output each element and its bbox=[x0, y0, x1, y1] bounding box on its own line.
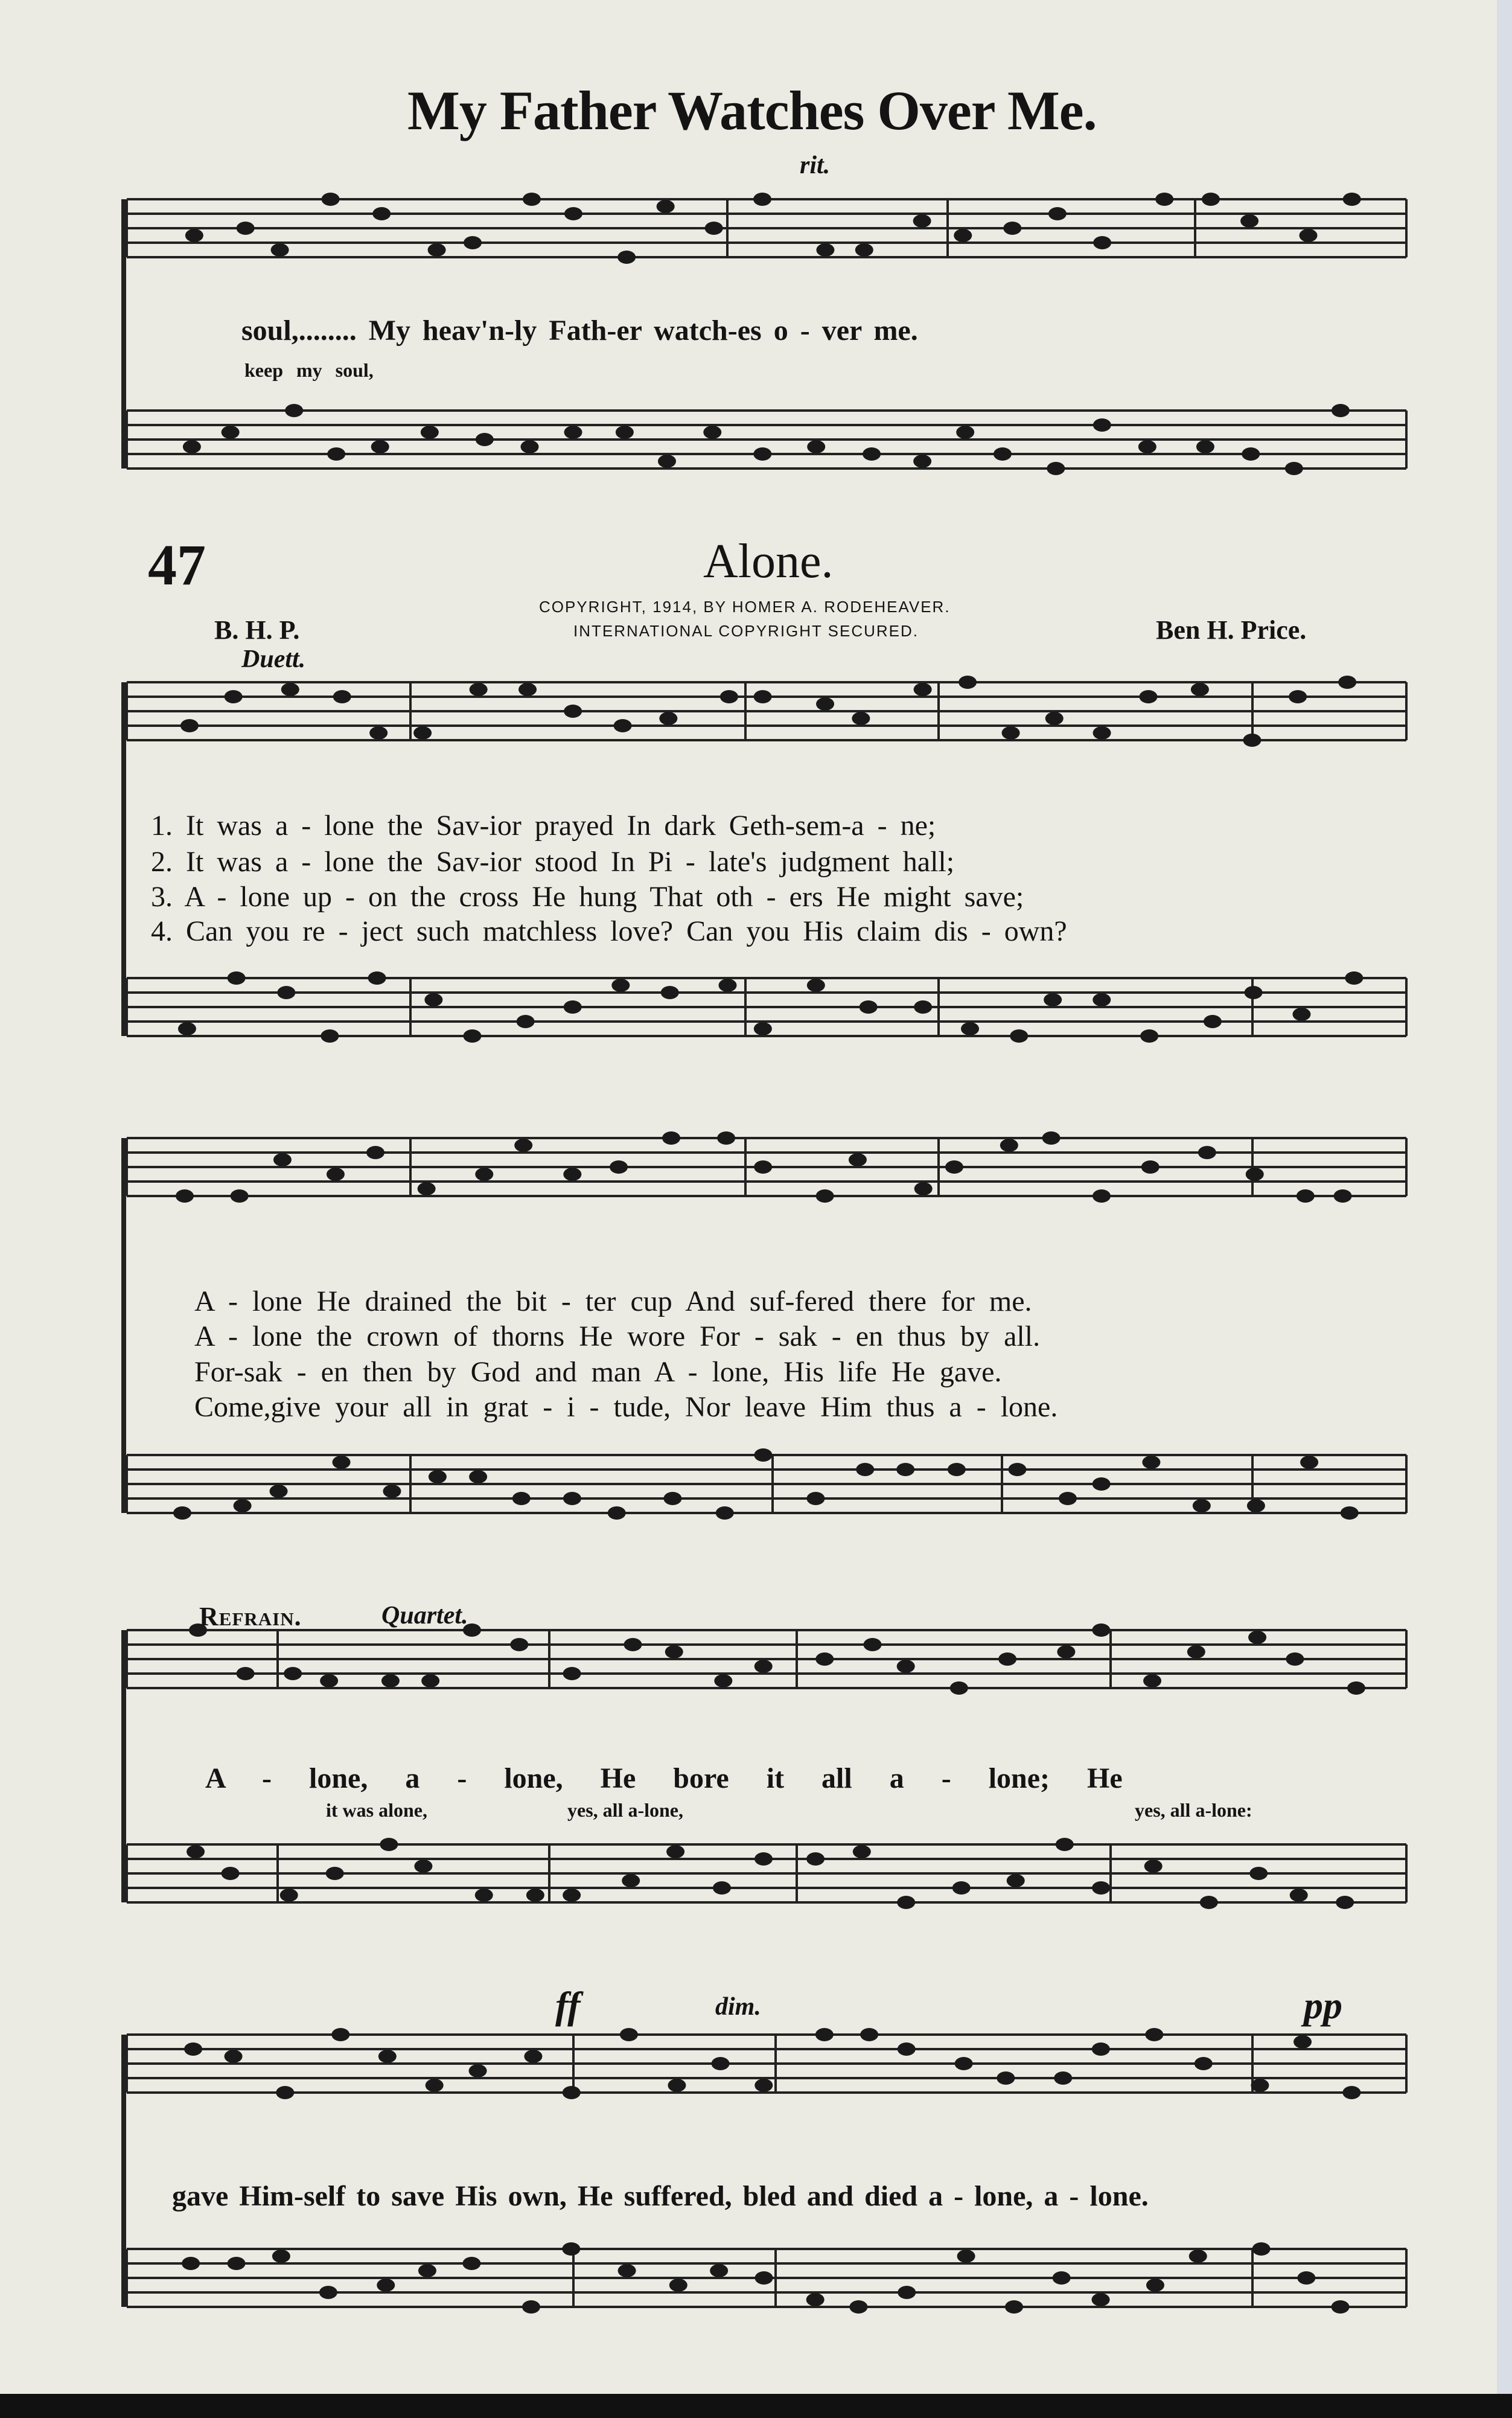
note-head bbox=[517, 1015, 535, 1028]
note-head bbox=[1002, 726, 1020, 740]
note-head bbox=[276, 2086, 294, 2099]
note-head bbox=[815, 1652, 834, 1666]
note-head bbox=[321, 1029, 339, 1043]
note-head bbox=[183, 440, 201, 453]
note-head bbox=[222, 1867, 240, 1880]
note-head bbox=[961, 1022, 979, 1035]
note-head bbox=[1242, 447, 1260, 461]
note-head bbox=[524, 2050, 542, 2063]
note-head bbox=[994, 447, 1012, 461]
note-head bbox=[815, 2028, 834, 2041]
note-head bbox=[714, 1674, 732, 1687]
note-head bbox=[897, 1660, 915, 1673]
note-head bbox=[1249, 1867, 1268, 1880]
note-head bbox=[518, 683, 537, 696]
note-head bbox=[1047, 462, 1065, 475]
note-head bbox=[368, 971, 386, 985]
refrain-lyrics-2: gave Him-self to save His own, He suffered, bled and died a - lone, a - lone. bbox=[172, 2180, 1149, 2212]
note-head bbox=[514, 1139, 532, 1152]
note-head bbox=[1285, 462, 1303, 475]
note-head bbox=[1059, 1492, 1077, 1505]
note-head bbox=[754, 690, 772, 703]
note-head bbox=[712, 2057, 730, 2070]
note-head bbox=[180, 719, 199, 732]
note-head bbox=[381, 1674, 400, 1687]
note-head bbox=[1092, 1881, 1110, 1895]
note-head bbox=[1286, 1652, 1304, 1666]
note-head bbox=[1248, 1631, 1266, 1644]
note-head bbox=[954, 229, 972, 242]
note-head bbox=[512, 1492, 531, 1505]
note-head bbox=[469, 1470, 487, 1483]
lyricist-credit: B. H. P. bbox=[214, 615, 300, 645]
note-head bbox=[1093, 726, 1111, 740]
note-head bbox=[234, 1499, 252, 1512]
note-head bbox=[754, 1022, 772, 1035]
note-head bbox=[383, 1485, 401, 1498]
note-head bbox=[1300, 229, 1318, 242]
note-head bbox=[1092, 2293, 1110, 2306]
note-head bbox=[807, 979, 825, 992]
note-head bbox=[1048, 207, 1067, 220]
note-head bbox=[666, 1845, 684, 1858]
dynamic-ff: ff bbox=[555, 1984, 581, 2027]
note-head bbox=[333, 690, 351, 703]
note-head bbox=[669, 2279, 687, 2292]
verse2-line-1: A - lone He drained the bit - ter cup And suf-fered there for me. bbox=[194, 1285, 1032, 1317]
note-head bbox=[1005, 2300, 1023, 2314]
note-head bbox=[1093, 1189, 1111, 1203]
note-head bbox=[1336, 1896, 1354, 1909]
dynamic-pp: pp bbox=[1304, 1984, 1342, 2027]
hymn-number: 47 bbox=[148, 533, 206, 597]
note-head bbox=[898, 2286, 916, 2299]
note-head bbox=[1243, 734, 1261, 747]
note-head bbox=[719, 979, 737, 992]
note-head bbox=[754, 1852, 773, 1866]
note-head bbox=[1138, 440, 1156, 453]
note-head bbox=[1341, 1506, 1359, 1520]
note-head bbox=[1246, 1168, 1264, 1181]
note-head bbox=[277, 986, 295, 999]
note-head bbox=[611, 979, 630, 992]
note-head bbox=[228, 2257, 246, 2270]
note-head bbox=[753, 193, 771, 206]
note-head bbox=[622, 1874, 640, 1887]
verse2-line-3: For-sak - en then by God and man A - lone, His life He gave. bbox=[194, 1356, 1002, 1388]
note-head bbox=[428, 243, 446, 257]
top-hymn-lyrics: soul,........ My heav'n-ly Fath-er watch-es o - ver me. bbox=[241, 315, 918, 347]
note-head bbox=[754, 2079, 773, 2092]
note-head bbox=[1200, 1896, 1218, 1909]
note-head bbox=[462, 2257, 480, 2270]
verse-line-4: 4. Can you re - ject such matchless love? Can you His claim dis - own? bbox=[151, 915, 1067, 947]
note-head bbox=[657, 200, 675, 213]
note-head bbox=[754, 1660, 773, 1673]
note-head bbox=[863, 447, 881, 461]
note-head bbox=[1297, 1189, 1315, 1203]
note-head bbox=[1293, 2035, 1312, 2049]
note-head bbox=[952, 1881, 971, 1895]
note-head bbox=[173, 1506, 191, 1520]
note-head bbox=[421, 1674, 439, 1687]
note-head bbox=[1196, 440, 1214, 453]
note-head bbox=[228, 971, 246, 985]
note-head bbox=[418, 2264, 436, 2277]
note-head bbox=[563, 1889, 581, 1902]
verse2-line-2: A - lone the crown of thorns He wore For - sak - en thus by all. bbox=[194, 1320, 1041, 1352]
note-head bbox=[470, 683, 488, 696]
note-head bbox=[280, 1889, 298, 1902]
verse-line-2: 2. It was a - lone the Sav-ior stood In Pi - late's judgment hall; bbox=[151, 846, 955, 878]
note-head bbox=[326, 1867, 344, 1880]
note-head bbox=[853, 1845, 871, 1858]
note-head bbox=[755, 2271, 773, 2285]
note-head bbox=[997, 2071, 1015, 2085]
note-head bbox=[618, 2264, 636, 2277]
note-head bbox=[1189, 2250, 1207, 2263]
note-head bbox=[1056, 1838, 1074, 1851]
note-head bbox=[663, 1492, 681, 1505]
note-head bbox=[463, 1029, 481, 1043]
note-head bbox=[1010, 1029, 1028, 1043]
note-head bbox=[475, 1168, 493, 1181]
note-head bbox=[860, 1000, 878, 1014]
note-head bbox=[1290, 1889, 1308, 1902]
refrain-lyrics-1: A - lone, a - lone, He bore it all a - lone; He bbox=[205, 1762, 1123, 1794]
note-head bbox=[426, 2079, 444, 2092]
note-head bbox=[998, 1652, 1016, 1666]
dynamic-dim: dim. bbox=[715, 1993, 761, 2021]
note-head bbox=[285, 404, 303, 417]
note-head bbox=[950, 1681, 968, 1695]
note-head bbox=[665, 1645, 683, 1658]
note-head bbox=[1141, 1160, 1160, 1174]
verse-line-3: 3. A - lone up - on the cross He hung That oth - ers He might save; bbox=[151, 881, 1024, 913]
note-head bbox=[176, 1189, 194, 1203]
note-head bbox=[913, 214, 931, 228]
note-head bbox=[225, 2050, 243, 2063]
note-head bbox=[284, 1667, 302, 1680]
note-head bbox=[1187, 1645, 1205, 1658]
note-head bbox=[1044, 993, 1062, 1006]
note-head bbox=[658, 455, 676, 468]
note-head bbox=[1145, 2028, 1163, 2041]
note-head bbox=[896, 1463, 914, 1476]
note-head bbox=[418, 1182, 436, 1195]
note-head bbox=[1143, 1674, 1161, 1687]
note-head bbox=[955, 2057, 973, 2070]
note-head bbox=[469, 2064, 487, 2077]
note-head bbox=[616, 426, 634, 439]
note-head bbox=[1144, 1860, 1163, 1873]
note-head bbox=[620, 2028, 638, 2041]
note-head bbox=[1193, 1499, 1211, 1512]
note-head bbox=[1332, 2300, 1350, 2314]
note-head bbox=[816, 697, 834, 711]
composer-credit: Ben H. Price. bbox=[1156, 615, 1307, 645]
note-head bbox=[897, 1896, 915, 1909]
note-head bbox=[807, 440, 825, 453]
note-head bbox=[1093, 1477, 1111, 1491]
note-head bbox=[333, 1456, 351, 1469]
note-head bbox=[185, 229, 203, 242]
note-head bbox=[327, 1168, 345, 1181]
note-head bbox=[864, 1638, 882, 1651]
note-head bbox=[753, 447, 771, 461]
note-head bbox=[945, 1160, 963, 1174]
note-head bbox=[661, 986, 679, 999]
note-head bbox=[1345, 971, 1363, 985]
note-head bbox=[522, 2300, 540, 2314]
note-head bbox=[1195, 2057, 1213, 2070]
note-head bbox=[914, 1000, 932, 1014]
note-head bbox=[914, 1182, 933, 1195]
note-head bbox=[413, 726, 432, 740]
note-head bbox=[237, 1667, 255, 1680]
note-head bbox=[624, 1638, 642, 1651]
note-head bbox=[614, 719, 632, 732]
note-head bbox=[957, 2250, 975, 2263]
note-head bbox=[372, 207, 391, 220]
note-head bbox=[959, 676, 977, 689]
verse-line-1: 1. It was a - lone the Sav-ior prayed In dark Geth-sem-a - ne; bbox=[151, 810, 936, 842]
note-head bbox=[610, 1160, 628, 1174]
note-head bbox=[806, 2293, 825, 2306]
note-head bbox=[421, 426, 439, 439]
note-head bbox=[1292, 1008, 1310, 1021]
voicing-mark: Duett. bbox=[241, 645, 306, 673]
note-head bbox=[1140, 1029, 1158, 1043]
refrain-echo-2: yes, all a-lone, bbox=[567, 1799, 683, 1821]
note-head bbox=[806, 1492, 825, 1505]
note-head bbox=[1053, 2271, 1071, 2285]
note-head bbox=[816, 243, 834, 257]
note-head bbox=[369, 726, 388, 740]
note-head bbox=[956, 426, 974, 439]
note-head bbox=[563, 1667, 581, 1680]
scan-border bbox=[0, 2394, 1512, 2418]
copyright-line-1: COPYRIGHT, 1914, BY HOMER A. RODEHEAVER. bbox=[539, 598, 951, 616]
note-head bbox=[1191, 683, 1209, 696]
note-head bbox=[816, 1189, 834, 1203]
note-head bbox=[1334, 1189, 1352, 1203]
note-head bbox=[806, 1852, 825, 1866]
note-head bbox=[1343, 193, 1361, 206]
note-head bbox=[378, 2050, 397, 2063]
note-head bbox=[617, 251, 636, 264]
note-head bbox=[414, 1860, 432, 1873]
note-head bbox=[717, 1131, 735, 1145]
note-head bbox=[1300, 1456, 1318, 1469]
note-head bbox=[1139, 690, 1157, 703]
note-head bbox=[520, 440, 538, 453]
note-head bbox=[898, 2042, 916, 2056]
note-head bbox=[182, 2257, 200, 2270]
note-head bbox=[1003, 222, 1021, 235]
note-head bbox=[852, 712, 870, 725]
note-head bbox=[281, 683, 299, 696]
note-head bbox=[564, 705, 582, 718]
note-head bbox=[225, 690, 243, 703]
note-head bbox=[270, 1485, 288, 1498]
note-head bbox=[1092, 2042, 1110, 2056]
note-head bbox=[475, 1889, 493, 1902]
note-head bbox=[1093, 418, 1111, 432]
note-head bbox=[710, 2264, 728, 2277]
refrain-label: Refrain. bbox=[199, 1602, 302, 1631]
note-head bbox=[331, 2028, 349, 2041]
note-head bbox=[273, 1153, 292, 1166]
tempo-mark: rit. bbox=[800, 152, 831, 179]
note-head bbox=[1342, 2086, 1360, 2099]
verse2-line-4: Come,give your all in grat - i - tude, Nor leave Him thus a - lone. bbox=[194, 1391, 1058, 1423]
note-head bbox=[1093, 993, 1111, 1006]
note-head bbox=[662, 1131, 680, 1145]
note-head bbox=[320, 1674, 338, 1687]
note-head bbox=[1093, 236, 1111, 249]
note-head bbox=[668, 2079, 686, 2092]
note-head bbox=[271, 243, 289, 257]
note-head bbox=[1240, 214, 1258, 228]
note-head bbox=[1000, 1139, 1018, 1152]
refrain-echo-1: it was alone, bbox=[326, 1799, 427, 1821]
note-head bbox=[563, 2086, 581, 2099]
note-head bbox=[1247, 1499, 1265, 1512]
note-head bbox=[1042, 1131, 1061, 1145]
note-head bbox=[1338, 676, 1356, 689]
note-head bbox=[914, 683, 932, 696]
note-head bbox=[319, 2286, 337, 2299]
note-head bbox=[366, 1146, 384, 1159]
note-head bbox=[1204, 1015, 1222, 1028]
note-head bbox=[523, 193, 541, 206]
note-head bbox=[429, 1470, 447, 1483]
note-head bbox=[563, 1492, 581, 1505]
note-head bbox=[424, 993, 442, 1006]
note-head bbox=[327, 447, 345, 461]
note-head bbox=[380, 1838, 398, 1851]
note-head bbox=[860, 2028, 878, 2041]
refrain-voicing: Quartet. bbox=[381, 1602, 468, 1630]
note-head bbox=[476, 433, 494, 446]
note-head bbox=[1289, 690, 1307, 703]
note-head bbox=[1332, 404, 1350, 417]
note-head bbox=[564, 207, 582, 220]
note-head bbox=[184, 2042, 202, 2056]
top-hymn-title: My Father Watches Over Me. bbox=[407, 80, 1097, 141]
note-head bbox=[178, 1022, 196, 1035]
note-head bbox=[1007, 1874, 1025, 1887]
note-head bbox=[855, 243, 873, 257]
copyright-line-2: INTERNATIONAL COPYRIGHT SECURED. bbox=[573, 622, 919, 640]
note-head bbox=[1251, 2079, 1269, 2092]
refrain-echo-3: yes, all a-lone: bbox=[1135, 1799, 1252, 1821]
note-head bbox=[464, 236, 482, 249]
note-head bbox=[703, 426, 721, 439]
note-head bbox=[1155, 193, 1173, 206]
note-head bbox=[1198, 1146, 1216, 1159]
note-head bbox=[526, 1889, 544, 1902]
note-head bbox=[754, 1160, 772, 1174]
note-head bbox=[272, 2250, 290, 2263]
note-head bbox=[659, 712, 677, 725]
note-head bbox=[562, 2242, 580, 2256]
note-head bbox=[564, 1000, 582, 1014]
note-head bbox=[222, 426, 240, 439]
page-edge bbox=[1497, 0, 1512, 2394]
note-head bbox=[1347, 1681, 1365, 1695]
note-head bbox=[1045, 712, 1064, 725]
note-head bbox=[231, 1189, 249, 1203]
note-head bbox=[187, 1845, 205, 1858]
note-head bbox=[322, 193, 340, 206]
note-head bbox=[705, 222, 723, 235]
note-head bbox=[510, 1638, 528, 1651]
note-head bbox=[1142, 1456, 1160, 1469]
note-head bbox=[1057, 1645, 1075, 1658]
note-head bbox=[377, 2279, 395, 2292]
note-head bbox=[856, 1463, 874, 1476]
note-head bbox=[913, 455, 931, 468]
note-head bbox=[1092, 1623, 1110, 1637]
note-head bbox=[716, 1506, 734, 1520]
note-head bbox=[1297, 2271, 1315, 2285]
note-head bbox=[371, 440, 389, 453]
note-head bbox=[849, 2300, 867, 2314]
note-head bbox=[564, 426, 582, 439]
note-head bbox=[948, 1463, 966, 1476]
hymn-title: Alone. bbox=[703, 535, 834, 588]
note-head bbox=[1054, 2071, 1072, 2085]
note-head bbox=[754, 1448, 772, 1462]
note-head bbox=[1245, 986, 1263, 999]
note-head bbox=[608, 1506, 626, 1520]
note-head bbox=[1202, 193, 1220, 206]
note-head bbox=[1146, 2279, 1164, 2292]
note-head bbox=[563, 1168, 581, 1181]
note-head bbox=[713, 1881, 731, 1895]
note-head bbox=[237, 222, 255, 235]
note-head bbox=[720, 690, 738, 703]
top-hymn-echo: keep my soul, bbox=[244, 359, 374, 381]
note-head bbox=[1252, 2242, 1271, 2256]
note-head bbox=[1008, 1463, 1026, 1476]
note-head bbox=[849, 1153, 867, 1166]
